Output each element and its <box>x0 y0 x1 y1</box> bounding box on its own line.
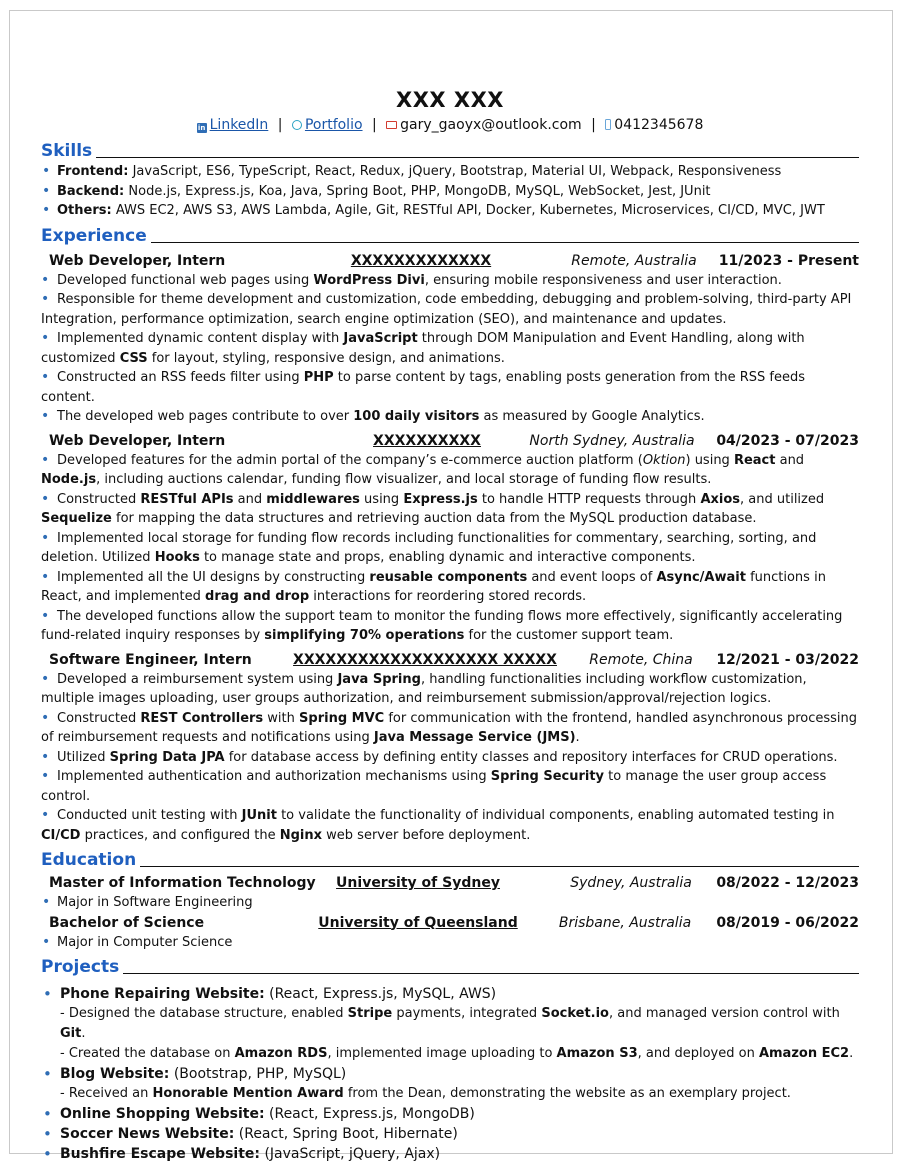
skill-text: Node.js, Express.js, Koa, Java, Spring Boot, PHP, MongoDB, MySQL, WebSocket, Jest, JUnit <box>124 183 711 199</box>
bullet-item <box>41 568 859 607</box>
section-rule <box>151 242 859 243</box>
text-run: , and managed version control with <box>608 1006 840 1021</box>
education-header <box>41 873 859 893</box>
bold-term: JavaScript <box>343 331 418 346</box>
section-title: Projects <box>41 957 120 977</box>
bold-term: Java Message Service (JMS) <box>373 730 576 745</box>
bold-term: Express.js <box>403 491 478 507</box>
text-run: , and utilized <box>740 491 825 507</box>
text-run: , handling functionalities including workflow customization, multiple images uploading, user groups authorization, and reimbursement submission/approval/rejection logics. <box>41 671 807 706</box>
job-bullets <box>41 451 859 646</box>
text-run: to manage state and props, enabling dynamic and interactive components. <box>199 550 696 565</box>
project-name: Phone Repairing Website: <box>60 986 265 1002</box>
project-name: Blog Website: <box>60 1066 170 1082</box>
education-detail: • Major in Computer Science <box>41 933 859 953</box>
text-run: Utilized <box>57 749 110 765</box>
bullet-item <box>41 329 859 368</box>
bold-term: Sequelize <box>41 511 112 526</box>
project-name: Soccer News Website: <box>60 1126 235 1142</box>
text-run: and event loops of <box>527 569 657 585</box>
bullet-item <box>41 529 859 568</box>
text-run: payments, integrated <box>392 1006 542 1021</box>
text-run: Constructed <box>57 710 141 726</box>
bullet-item <box>41 670 859 709</box>
text-run: for layout, styling, responsive design, and animations. <box>147 350 505 366</box>
project-stack: (React, Spring Boot, Hibernate) <box>234 1126 458 1142</box>
bold-term: Git <box>60 1026 82 1041</box>
text-run: Developed functional web pages using <box>57 272 314 288</box>
skill-item <box>41 201 859 221</box>
text-run: using <box>359 491 404 507</box>
bold-term: simplifying 70% operations <box>264 628 465 643</box>
bold-term: Spring MVC <box>299 710 385 726</box>
text-run: Conducted unit testing with <box>57 808 242 823</box>
text-run: , and deployed on <box>637 1046 759 1061</box>
job-role: Software Engineer, Intern <box>49 651 252 668</box>
skill-label: Others: <box>57 203 112 218</box>
bold-term: Async/Await <box>656 569 746 585</box>
text-run: , implemented image uploading to <box>327 1046 557 1061</box>
text-run: Developed features for the admin portal of the company’s e-commerce auction platform ( <box>57 452 643 468</box>
text-run: Responsible for theme development and customization, code embedding, debugging and problem-solving, third-party API Integration, performance optimization, search engine optimization (SEO), and maintenance and updates. <box>41 292 852 327</box>
job-location: North Sydney, Australia <box>529 432 695 449</box>
bold-term: Spring Data JPA <box>109 749 225 765</box>
italic-term: Oktion <box>642 452 686 468</box>
bold-term: Socket.io <box>541 1006 609 1021</box>
project-detail <box>60 1084 859 1104</box>
separator: | <box>277 117 283 133</box>
section-rule <box>140 866 859 867</box>
section-title: Experience <box>41 225 147 246</box>
text-run: . <box>575 730 580 745</box>
projects-list <box>41 984 859 1164</box>
phone-icon <box>605 119 611 130</box>
text-run: Implemented dynamic content display with <box>57 331 344 346</box>
job-location: Remote, China <box>589 651 693 668</box>
contact-line <box>41 114 859 136</box>
education-dates: 08/2022 - 12/2023 <box>716 875 859 891</box>
bold-term: Amazon EC2 <box>758 1046 850 1061</box>
job-location: Remote, Australia <box>571 252 697 269</box>
text-run: to handle HTTP requests through <box>477 491 701 507</box>
bold-term: Amazon S3 <box>556 1046 638 1061</box>
project-item <box>41 984 859 1064</box>
school: University of Queensland <box>318 914 518 931</box>
text-run: through DOM Manipulation and Event Handling, along with customized <box>41 331 805 366</box>
text-run: . <box>849 1046 854 1061</box>
bullet-item <box>41 451 859 490</box>
education-detail: • Major in Software Engineering <box>41 893 859 913</box>
text-run: Implemented authentication and authorization mechanisms using <box>57 769 491 784</box>
section-title: Education <box>41 850 137 870</box>
bold-term: Java Spring <box>337 671 421 687</box>
school-location: Brisbane, Australia <box>558 914 692 931</box>
bullet-item <box>41 490 859 529</box>
email-text[interactable]: gary_gaoyx@outlook.com <box>400 117 582 133</box>
bold-term: Hooks <box>154 550 200 565</box>
separator: | <box>371 117 377 133</box>
text-run: - Received an <box>60 1086 153 1101</box>
job-role: Web Developer, Intern <box>49 252 226 269</box>
skill-label: Frontend: <box>57 164 129 179</box>
bold-term: RESTful APIs <box>140 491 234 507</box>
education-dates: 08/2019 - 06/2022 <box>716 914 859 931</box>
resume <box>41 86 859 1164</box>
job-organization: XXXXXXXXXXXXXXXXXXX XXXXX <box>293 651 557 668</box>
text-run: . <box>81 1026 86 1041</box>
job-dates: 04/2023 - 07/2023 <box>716 432 859 449</box>
job-dates: 12/2021 - 03/2022 <box>716 651 859 668</box>
degree: Bachelor of Science <box>49 914 205 931</box>
bullet-item <box>41 767 859 806</box>
bullet-item <box>41 607 859 646</box>
job-header <box>41 650 859 670</box>
education-header <box>41 913 859 933</box>
skill-text: JavaScript, ES6, TypeScript, React, Redux, jQuery, Bootstrap, Material UI, Webpack, Responsiveness <box>128 164 782 179</box>
skills-heading <box>41 140 859 162</box>
skill-item <box>41 162 859 182</box>
text-run: Constructed an RSS feeds filter using <box>57 370 304 385</box>
bold-term: Nginx <box>279 827 323 843</box>
bold-term: PHP <box>303 370 334 385</box>
text-run: , ensuring mobile responsiveness and user interaction. <box>424 272 782 288</box>
project-name: Online Shopping Website: <box>60 1106 265 1122</box>
education-details <box>41 933 859 953</box>
bold-term: 100 daily visitors <box>353 409 480 424</box>
bullet-item <box>41 748 859 768</box>
candidate-name: XXX XXX <box>396 88 504 112</box>
bold-term: React <box>733 452 776 468</box>
text-run: web server before deployment. <box>322 827 531 843</box>
section-rule <box>123 973 859 974</box>
globe-icon <box>292 120 302 130</box>
text-run: with <box>263 710 300 726</box>
job-bullets <box>41 670 859 846</box>
text-run: for communication with the frontend, handled asynchronous processing of reimbursement requests and notifications using <box>41 710 858 745</box>
bullet-item <box>41 368 859 407</box>
bold-term: REST Controllers <box>140 710 264 726</box>
text-run: Implemented all the UI designs by constructing <box>57 569 370 585</box>
bold-term: JUnit <box>241 808 277 823</box>
text-run: for the customer support team. <box>464 628 674 643</box>
text-run: from the Dean, demonstrating the website as an exemplary project. <box>343 1086 791 1101</box>
bold-term: CI/CD <box>41 827 81 843</box>
text-run: ) using <box>685 452 734 468</box>
bullet-item <box>41 709 859 748</box>
text-run: Developed a reimbursement system using <box>57 671 338 687</box>
experience-heading <box>41 225 859 247</box>
text-run: for database access by defining entity classes and repository interfaces for CRUD operations. <box>224 749 838 765</box>
bold-term: middlewares <box>266 491 360 507</box>
bold-term: Node.js <box>41 472 97 487</box>
education-details <box>41 893 859 913</box>
bold-term: WordPress Divi <box>313 272 425 288</box>
bullet-item <box>41 271 859 291</box>
bullet-item <box>41 407 859 427</box>
projects-heading <box>41 956 859 978</box>
bold-term: Stripe <box>347 1006 393 1021</box>
job-header <box>41 251 859 271</box>
bold-term: Amazon RDS <box>234 1046 328 1061</box>
text-run: The developed web pages contribute to over <box>57 409 354 424</box>
project-detail <box>60 1044 859 1064</box>
text-run: for mapping the data structures and retrieving auction data from the MySQL production database. <box>111 511 757 526</box>
project-name: Bushfire Escape Website: <box>60 1146 260 1162</box>
text-run: - Created the database on <box>60 1046 235 1061</box>
text-run: Constructed <box>57 491 141 507</box>
text-run: - Designed the database structure, enabled <box>60 1006 348 1021</box>
text-run: , including auctions calendar, funding flow visualizer, and local storage of funding flow results. <box>96 472 712 487</box>
project-stack: (React, Express.js, MongoDB) <box>264 1106 475 1122</box>
text-run: The developed functions allow the support team to monitor the funding flows more effectively, significantly accelerating fund-related inquiry responses by <box>41 608 843 643</box>
skills-list <box>41 162 859 221</box>
job-role: Web Developer, Intern <box>49 432 226 449</box>
project-stack: (JavaScript, jQuery, Ajax) <box>260 1146 441 1162</box>
school-location: Sydney, Australia <box>570 875 692 891</box>
project-stack: (Bootstrap, PHP, MySQL) <box>169 1066 347 1082</box>
bullet-item <box>41 290 859 329</box>
text-run: to parse content by tags, enabling posts generation from the RSS feeds content. <box>41 370 806 405</box>
text-run: and <box>775 452 805 468</box>
bold-term: drag and drop <box>205 589 310 604</box>
text-run: functions in React, and implemented <box>41 569 826 604</box>
section-title: Skills <box>41 141 93 161</box>
skill-item <box>41 182 859 202</box>
bold-term: Axios <box>700 491 741 507</box>
separator: | <box>591 117 596 133</box>
school: University of Sydney <box>336 875 500 891</box>
text-run: interactions for reordering stored records. <box>309 589 587 604</box>
text-run: to validate the functionality of individual components, enabling automated testing in <box>276 808 835 823</box>
degree: Master of Information Technology <box>49 875 316 891</box>
portfolio-link[interactable]: Portfolio <box>304 117 363 133</box>
job-organization: XXXXXXXXXX <box>373 432 481 449</box>
linkedin-link[interactable]: LinkedIn <box>209 117 269 133</box>
mail-icon <box>386 121 397 129</box>
job-bullets <box>41 271 859 427</box>
text-run: and <box>233 491 267 507</box>
bullet-item <box>41 806 859 845</box>
project-item <box>41 1064 859 1104</box>
job-header <box>41 431 859 451</box>
bold-term: CSS <box>119 350 148 366</box>
job-dates: 11/2023 - Present <box>718 252 859 269</box>
job-organization: XXXXXXXXXXXXX <box>350 252 492 269</box>
phone-text[interactable]: 0412345678 <box>614 117 704 133</box>
bold-term: reusable components <box>369 569 528 585</box>
skill-text: AWS EC2, AWS S3, AWS Lambda, Agile, Git, RESTful API, Docker, Kubernetes, Microservices, CI/CD, MVC, JWT <box>111 203 825 218</box>
project-item <box>41 1104 859 1124</box>
project-detail <box>60 1004 859 1044</box>
education-heading <box>41 849 859 871</box>
linkedin-icon: in <box>197 124 206 132</box>
project-stack: (React, Express.js, MySQL, AWS) <box>264 986 497 1002</box>
text-run: practices, and configured the <box>80 827 280 843</box>
project-item <box>41 1124 859 1144</box>
project-item <box>41 1144 859 1164</box>
section-rule <box>96 157 859 158</box>
text-run: Implemented local storage for funding flow records including functionalities for commentary, searching, sorting, and deletion. Utilized <box>41 530 817 565</box>
text-run: to manage the user group access control. <box>41 769 827 804</box>
bold-term: Honorable Mention Award <box>152 1086 344 1101</box>
skill-label: Backend: <box>57 183 125 199</box>
bold-term: Spring Security <box>490 769 605 784</box>
text-run: as measured by Google Analytics. <box>479 409 705 424</box>
